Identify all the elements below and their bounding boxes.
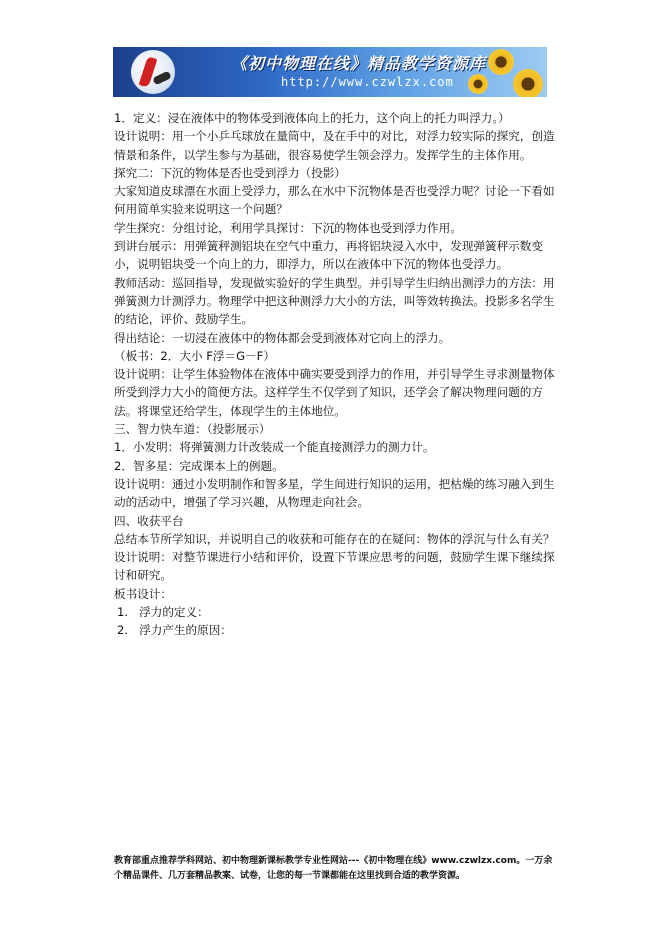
paragraph: 设计说明：让学生体验物体在液体中确实要受到浮力的作用，并引导学生寻求测量物体所受到浮力大小的简便方法。这样学生不仅学到了知识，还学会了解决物理问题的方法。将课堂还给学生，体现学生的主体地位。 <box>114 367 555 418</box>
paragraph: 学生探究：分组讨论，利用学具探讨：下沉的物体也受到浮力作用。 <box>114 220 462 235</box>
page-footer <box>114 854 554 884</box>
list-number: 2. <box>117 623 129 638</box>
paragraph: 得出结论：一切浸在液体中的物体都会受到液体对它向上的浮力。 <box>114 330 451 345</box>
paragraph: 大家知道皮球漂在水面上受浮力，那么在水中下沉物体是否也受浮力呢？讨论一下看如何用简单实验来说明这一个问题？ <box>114 184 555 217</box>
header-banner <box>113 47 547 97</box>
paragraph: 探究二：下沉的物体是否也受到浮力（投影） <box>114 165 346 180</box>
list-item <box>114 603 556 621</box>
paragraph: 设计说明：通过小发明制作和智多星，学生间进行知识的运用，把枯燥的练习融入到生动的活动中，增强了学习兴趣，从物理走向社会。 <box>114 476 555 510</box>
section-heading: 四、收获平台 <box>114 513 184 528</box>
list-text: 浮力的定义： <box>139 605 209 620</box>
site-title: 《初中物理在线》精品教学资源库 <box>231 54 487 73</box>
paragraph: 1．定义：浸在液体中的物体受到液体向上的托力，这个向上的托力叫浮力。） <box>114 111 510 125</box>
paragraph: 设计说明：对整节课进行小结和评价，设置下节课应思考的问题，鼓励学生课下继续探讨和研究。 <box>114 550 555 583</box>
board-note: （板书：2．大小 F浮＝G－F） <box>114 348 275 363</box>
paragraph: 2．智多星：完成课本上的例题。 <box>114 458 284 473</box>
paragraph: 总结本节所学知识，并说明自己的收获和可能存在的在疑问：物体的浮沉与什么有关？ <box>114 531 555 546</box>
paragraph: 教师活动：巡回指导，发现做实验好的学生典型。并引导学生归纳出测浮力的方法：用弹簧测力计测浮力。物理学中把这种测浮力大小的方法，叫等效转换法。投影多名学生的结论，评价、鼓励学生。 <box>114 275 555 327</box>
section-heading: 三、智力快车道：（投影展示） <box>114 422 271 437</box>
board-design-heading: 板书设计： <box>114 586 172 601</box>
list-number: 1. <box>117 605 129 620</box>
sunflower-icon <box>488 49 514 75</box>
footer-line: 教育部重点推荐学科网站、初中物理新课标教学专业性网站---《初中物理在线》www.czwlzx.com。一万余 <box>114 856 553 866</box>
footer-line: 个精品课件、几万套精品教案、试卷，让您的每一节课都能在这里找到合适的教学资源。 <box>114 871 466 881</box>
paragraph: 到讲台展示：用弹簧秤测铝块在空气中重力，再将铝块浸入水中，发现弹簧秤示数变小，说明铝块受一个向上的力，即浮力，所以在液体中下沉的物体也受浮力。 <box>114 239 543 272</box>
sunflower-icon <box>513 69 543 97</box>
document-body <box>114 109 556 640</box>
list-item <box>114 621 556 639</box>
site-url: http://www.czwlzx.com <box>281 75 454 89</box>
list-text: 浮力产生的原因： <box>139 623 232 638</box>
sunflower-icon <box>468 74 488 94</box>
paragraph: 1．小发明：将弹簧测力计改装成一个能直接测浮力的测力计。 <box>114 440 435 455</box>
paragraph: 设计说明：用一个小乒乓球放在量筒中，及在手中的对比，对浮力较实际的探究，创造情景和条件，以学生参与为基础，很容易使学生领会浮力。发挥学生的主体作用。 <box>114 129 555 162</box>
